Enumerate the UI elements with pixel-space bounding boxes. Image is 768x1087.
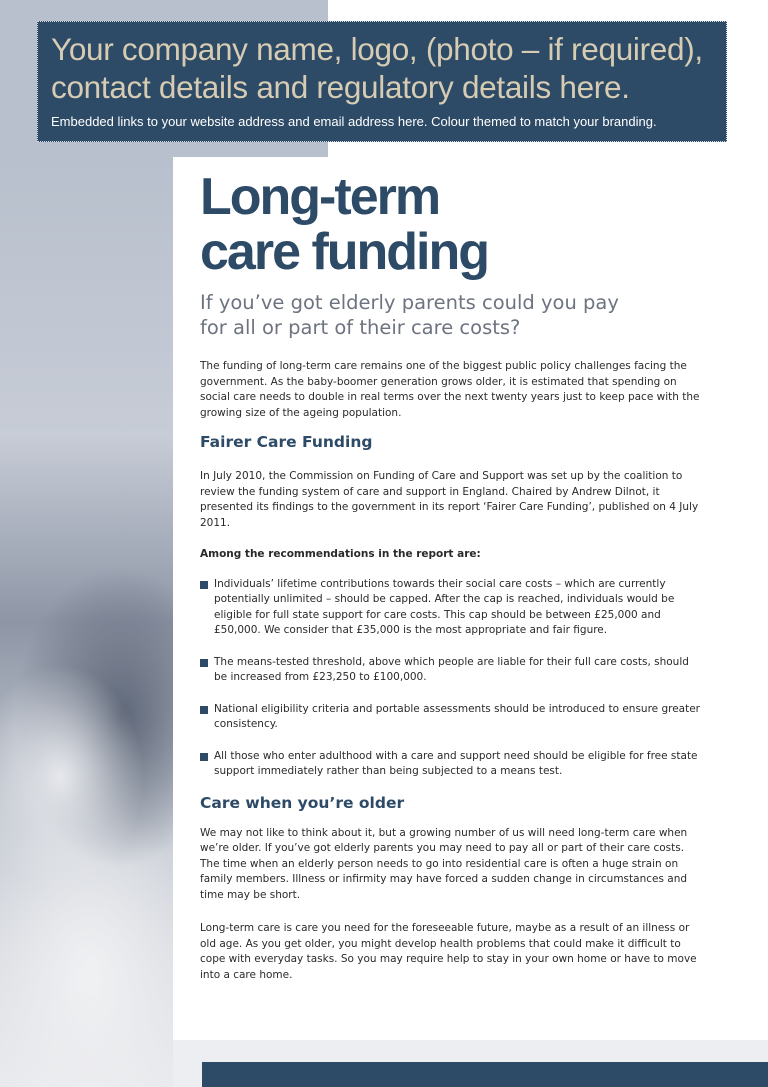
elderly-couple-photo xyxy=(0,157,173,1087)
list-item xyxy=(200,577,700,639)
list-item-text: National eligibility criteria and portable assessments should be introduced to ensure greater consistency. xyxy=(214,702,700,730)
title-line2: care funding xyxy=(200,223,489,281)
section-heading-care-older: Care when you’re older xyxy=(200,793,405,812)
company-placeholder-line2: contact details and regulatory details here. xyxy=(51,69,630,105)
subtitle-line2: for all or part of their care costs? xyxy=(200,316,521,339)
recommendations-list xyxy=(200,577,700,780)
company-placeholder-line1: Your company name, logo, (photo – if required), xyxy=(51,31,703,67)
footer-bar xyxy=(202,1062,768,1087)
care-older-paragraph-2: Long-term care is care you need for the foreseeable future, maybe as a result of an illness or old age. As you get older, you might develop health problems that could make it difficult to cope with everyday tasks. So you may require help to stay in your own home or have to move into a care home. xyxy=(200,922,697,981)
page-title xyxy=(200,170,700,280)
bullet-square-icon xyxy=(200,706,208,714)
fairer-care-paragraph: In July 2010, the Commission on Funding of Care and Support was set up by the coalition to review the funding system of care and support in England. Chaired by Andrew Dilnot, it presented its findings to the government in its report ‘Fairer Care Funding’, published on 4 July 2011. xyxy=(200,470,699,529)
intro-paragraph: The funding of long-term care remains one of the biggest public policy challenges facing the government. As the baby-boomer generation grows older, it is estimated that spending on social care needs to double in real terms over the next twenty years just to keep pace with the growing size of the ageing population. xyxy=(200,360,700,419)
list-item xyxy=(200,749,700,780)
list-item-text: Individuals’ lifetime contributions towards their social care costs – which are currently potentially unlimited – should be capped. After the cap is reached, individuals would be eligible for full state support for care costs. This cap should be between £25,000 and £50,000. We consider that £35,000 is the most appropriate and fair figure. xyxy=(214,577,675,636)
list-item xyxy=(200,702,700,733)
section-heading-fairer-care: Fairer Care Funding xyxy=(200,433,373,451)
title-line1: Long-term xyxy=(200,168,440,226)
list-item-text: All those who enter adulthood with a care and support need should be eligible for free state support immediately rather than being subjected to a means test. xyxy=(214,749,698,777)
links-placeholder: Embedded links to your website address and email address here. Colour themed to match your branding. xyxy=(51,114,657,129)
subtitle-line1: If you’ve got elderly parents could you pay xyxy=(200,291,619,314)
list-item-text: The means-tested threshold, above which people are liable for their full care costs, should be increased from £23,250 to £100,000. xyxy=(214,655,689,683)
care-older-paragraph-1: We may not like to think about it, but a growing number of us will need long-term care when we’re older. If you’ve got elderly parents you may need to pay all or part of their care costs. The time when an elderly person needs to go into residential care is often a huge strain on family members. Illness or infirmity may have forced a sudden change in circumstances and time may be short. xyxy=(200,826,688,901)
bullet-square-icon xyxy=(200,753,208,761)
subtitle xyxy=(200,290,700,340)
bullet-square-icon xyxy=(200,581,208,589)
company-header-box xyxy=(37,21,727,142)
bullet-square-icon xyxy=(200,659,208,667)
article xyxy=(200,170,700,983)
recommendations-lead: Among the recommendations in the report are: xyxy=(200,548,481,560)
list-item xyxy=(200,655,700,686)
